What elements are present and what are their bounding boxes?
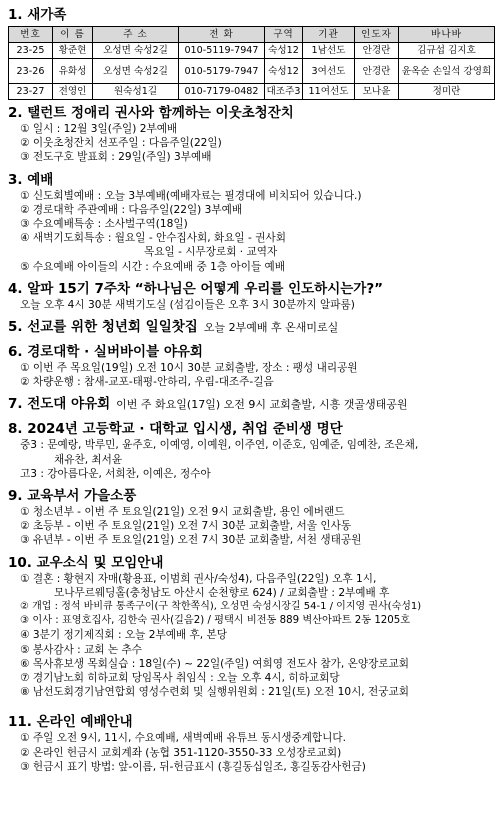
section-new-family <box>8 6 494 100</box>
section-education-picnic <box>8 487 494 548</box>
section-title: 3. 예배 <box>8 171 54 188</box>
list-item: ② 개업 : 정석 바비큐 통족구이(구 착한쪽식), 오성면 숙성시장길 54-1 / 이지영 권사(숙성1) <box>20 601 422 613</box>
list-item: ② 이웃초청잔치 선포주일 : 다음주일(22일) <box>20 137 222 150</box>
table-cell: 010-5119-7947 <box>179 43 265 59</box>
list-item: ③ 유년부 - 이번 주 토요일(21일) 오전 7시 30분 교회출발, 서천 생태공원 <box>20 534 362 547</box>
column-header: 인도자 <box>355 27 399 43</box>
section-note: 오늘 2부예배 후 온새미로실 <box>203 321 339 335</box>
column-header: 바나바 <box>399 27 495 43</box>
list-item: ① 이번 주 목요일(19일) 오전 10시 30분 교회출발, 장소 : 팽성 내리공원 <box>20 362 358 375</box>
list-item: ① 신도회별예배 : 오늘 3부예배(예배자료는 필경대에 비치되어 있습니다.) <box>20 189 362 202</box>
table-cell: 유화성 <box>53 59 93 84</box>
table-row <box>9 84 495 100</box>
section-worship <box>8 171 494 274</box>
list-item: ④ 새벽기도회특송 : 월요일 - 안수집사회, 화요일 - 권사회 <box>20 232 286 245</box>
list-item: 중3 : 문예랑, 박루민, 윤주호, 이예영, 이예원, 이주연, 이준호, 임예준, 임예찬, 조은채, <box>20 439 419 452</box>
table-row <box>9 59 495 84</box>
table-cell: 오성면 숙성2길 <box>93 43 179 59</box>
section-invitation-event <box>8 104 494 165</box>
column-header: 주 소 <box>93 27 179 43</box>
table-cell: 010-5179-7947 <box>179 59 265 84</box>
table-cell: 23-25 <box>9 43 53 59</box>
list-item: ⑤ 봉사감사 : 교회 논 추수 <box>20 643 143 656</box>
section-title: 10. 교우소식 및 모임안내 <box>8 554 164 571</box>
list-item: ⑥ 목사휴보생 목회실습 : 18일(수) ~ 22일(주일) 여희영 전도사 참가, 온양장로교회 <box>20 657 410 670</box>
list-item: ③ 이사 : 표영호집사, 김한숙 권사(길음2) / 평택시 비전동 889 벽산아파트 2동 1205호 <box>20 615 411 627</box>
list-item-continued: 목요일 - 시무장로회 · 교역자 <box>144 246 278 259</box>
list-item: ① 주일 오전 9시, 11시, 수요예배, 새벽예배 유튜브 동시생중계합니다. <box>20 732 346 745</box>
section-exam-students <box>8 420 494 481</box>
section-note: 이번 주 화요일(17일) 오전 9시 교회출발, 시흥 갯골생태공원 <box>116 398 408 412</box>
section-senior-picnic <box>8 343 494 389</box>
list-item: ③ 수요예배특송 : 소사벌구역(18일) <box>20 218 188 231</box>
list-item: ② 경로대학 주관예배 : 다음주일(22일) 3부예배 <box>20 203 243 216</box>
table-cell: 11여선도 <box>303 84 355 100</box>
list-item-continued: 모나무르웨딩홀(충청남도 아산시 순천향로 624) / 교회출발 : 2부예배 후 <box>54 586 390 599</box>
section-youth-teahouse <box>8 318 494 337</box>
list-item: ⑧ 남선도회경기남연합회 영성수련회 및 실행위원회 : 21일(토) 오전 10시, 전궁교회 <box>20 686 409 699</box>
section-title: 6. 경로대학 · 실버바이블 야유회 <box>8 344 203 361</box>
list-item: ④ 3분기 정기제직회 : 오늘 2부예배 후, 본당 <box>20 629 227 642</box>
section-title: 11. 온라인 예배안내 <box>8 714 133 731</box>
table-header-row <box>9 27 495 43</box>
list-item: ⑤ 수요예배 아이들의 시간 : 수요예배 중 1층 아이들 예배 <box>20 260 286 273</box>
section-member-news <box>8 554 494 700</box>
table-cell: 010-7179-0482 <box>179 84 265 100</box>
section-alpha-course <box>8 280 494 312</box>
section-title: 9. 교육부서 가을소풍 <box>8 488 137 505</box>
table-cell: 윤옥순 손일석 강영희 <box>399 59 495 84</box>
table-cell: 정미란 <box>399 84 495 100</box>
section-title-text: 7. 전도대 야유회 <box>8 396 111 413</box>
table-cell: 모나윤 <box>355 84 399 100</box>
table-cell: 전영인 <box>53 84 93 100</box>
table-cell: 1남선도 <box>303 43 355 59</box>
column-header: 이 름 <box>53 27 93 43</box>
section-title: 1. 새가족 <box>8 7 67 23</box>
section-evangelism-picnic <box>8 395 494 414</box>
list-item: ② 차량운행 : 참새-교포-태평-안하리, 우림-대조주-길음 <box>20 376 274 389</box>
list-item: ⑦ 경기남노회 히하교회 당임목사 취임식 : 오늘 오후 4시, 히하교회당 <box>20 672 340 685</box>
table-cell: 23-27 <box>9 84 53 100</box>
table-cell: 안경란 <box>355 59 399 84</box>
table-cell: 오성면 숙성2길 <box>93 59 179 84</box>
list-item: ① 결혼 : 황현지 자매(황용표, 이범희 권사/숙성4), 다음주일(22일) 오후 1시, <box>20 572 377 585</box>
section-title: 8. 2024년 고등학교 · 대학교 입시생, 취업 준비생 명단 <box>8 421 343 438</box>
table-cell: 숙성12 <box>265 43 303 59</box>
new-family-table <box>8 26 495 100</box>
column-header: 기관 <box>303 27 355 43</box>
section-title <box>8 318 494 337</box>
table-cell: 황준현 <box>53 43 93 59</box>
list-item: ① 일시 : 12월 3일(주일) 2부예배 <box>20 123 178 135</box>
section-title-text: 5. 선교를 위한 청년회 일일찻집 <box>8 319 198 336</box>
section-online-worship <box>8 713 494 774</box>
table-cell: 3여선도 <box>303 59 355 84</box>
table-cell: 김규섭 김지호 <box>399 43 495 59</box>
section-title: 4. 알파 15기 7주차 “하나님은 어떻게 우리를 인도하시는가?” <box>8 280 384 297</box>
list-item-continued: 채유찬, 최서윤 <box>54 453 123 466</box>
list-item: 고3 : 강아름다운, 서희찬, 이예은, 정수아 <box>20 467 211 480</box>
table-row <box>9 43 495 59</box>
table-cell: 안경란 <box>355 43 399 59</box>
list-item: ② 온라인 헌금시 교회계좌 (농협 351-1120-3550-33 오성장로교회) <box>20 746 342 759</box>
section-title <box>8 395 494 414</box>
list-item: ① 청소년부 - 이번 주 토요일(21일) 오전 9시 교회출발, 용인 에버랜드 <box>20 506 345 519</box>
table-cell: 대조주3 <box>265 84 303 100</box>
list-item: ③ 전도구호 발표회 : 29일(주일) 3부예배 <box>20 151 212 164</box>
list-item: ② 초등부 - 이번 주 토요일(21일) 오전 7시 30분 교회출발, 서울 인사동 <box>20 520 352 533</box>
table-cell: 숙성12 <box>265 59 303 84</box>
list-item: 오늘 오후 4시 30분 새벽기도실 (섬김이들은 오후 3시 30분까지 알파룸) <box>20 298 355 311</box>
column-header: 전 화 <box>179 27 265 43</box>
table-cell: 23-26 <box>9 59 53 84</box>
table-cell: 원숙성1길 <box>93 84 179 100</box>
list-item: ③ 헌금시 표기 방법: 앞-이름, 뒤-헌금표시 (홍길동십일조, 홍길동감사헌금) <box>20 760 366 773</box>
column-header: 구역 <box>265 27 303 43</box>
section-title: 2. 탤런트 정애리 권사와 함께하는 이웃초청잔치 <box>8 105 294 121</box>
column-header: 번호 <box>9 27 53 43</box>
